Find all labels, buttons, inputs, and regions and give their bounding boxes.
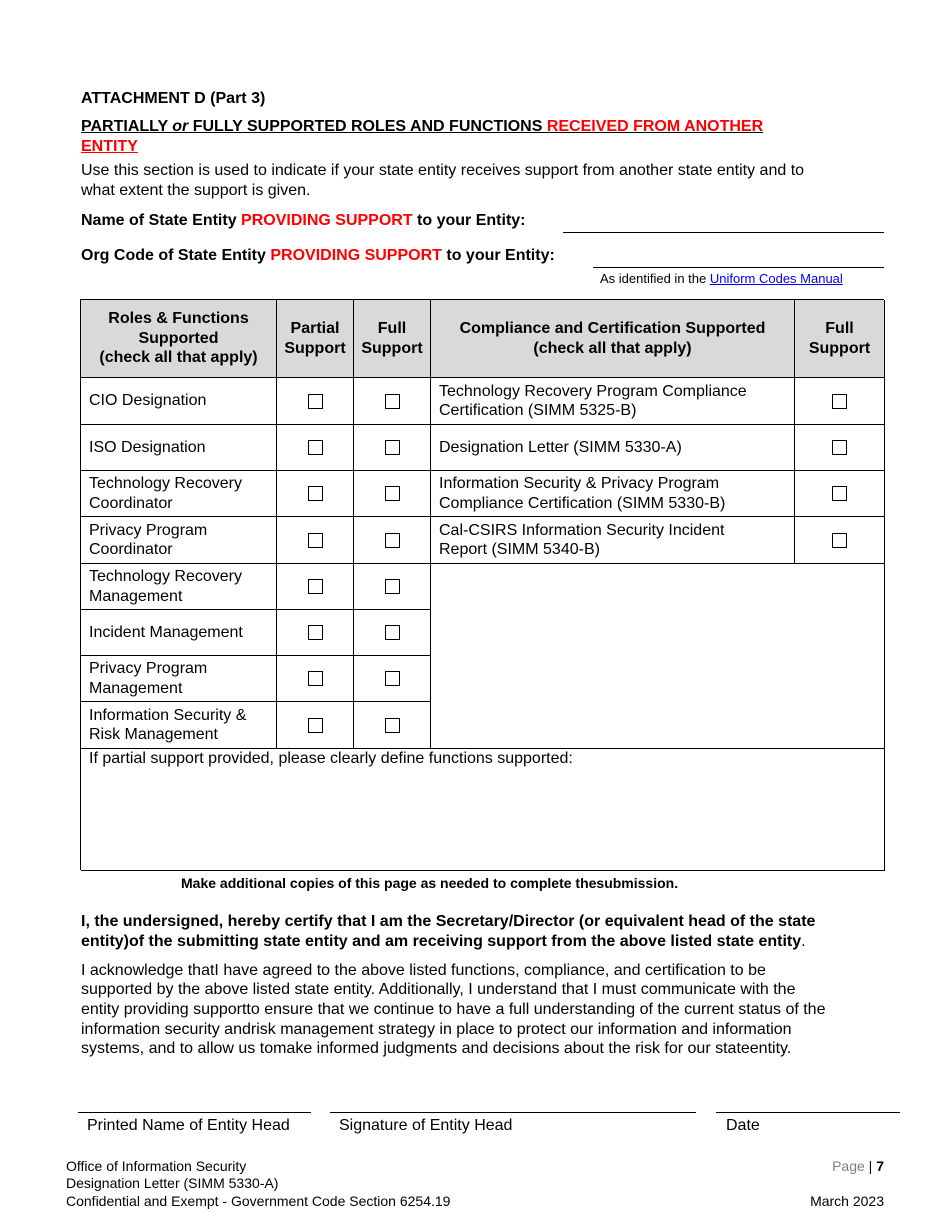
footer-confidential: Confidential and Exempt - Government Code Section 6254.19 <box>66 1193 451 1209</box>
role-partial-checkbox[interactable] <box>308 440 323 455</box>
role-partial-cell <box>277 656 354 702</box>
role-full-checkbox[interactable] <box>385 394 400 409</box>
role-row-label <box>81 564 277 610</box>
signature-label: Signature of Entity Head <box>339 1117 513 1134</box>
intro-line-1: Use this section is used to indicate if your state entity receives support from another state entity and to <box>81 162 805 179</box>
compliance-full-cell <box>795 425 885 471</box>
compliance-full-checkbox[interactable] <box>832 486 847 501</box>
printed-name-line[interactable] <box>78 1112 311 1113</box>
role-label-line1: ISO Designation <box>89 438 206 456</box>
footer-page-sep: | <box>864 1158 877 1174</box>
acknowledge-line-1: I acknowledge thatI have agreed to the above listed functions, compliance, and certification to be <box>81 962 766 979</box>
compliance-label-line2: Certification (SIMM 5325-B) <box>439 402 637 419</box>
header-full-line1: Full <box>377 320 407 337</box>
compliance-label-line2: Report (SIMM 5340-B) <box>439 541 600 558</box>
role-partial-cell <box>277 610 354 656</box>
role-label-line1: Privacy Program <box>89 660 208 677</box>
role-partial-checkbox[interactable] <box>308 625 323 640</box>
role-row-label <box>81 656 277 702</box>
attachment-heading: ATTACHMENT D (Part 3) <box>81 90 266 107</box>
section-title-part2: FULLY SUPPORTED ROLES AND FUNCTIONS <box>188 118 547 135</box>
role-partial-checkbox[interactable] <box>308 671 323 686</box>
identified-note <box>600 271 843 286</box>
header-roles-line1: Roles & Functions <box>108 310 249 328</box>
role-label-line1: Technology Recovery <box>89 475 242 492</box>
acknowledge-line-5: systems, and to allow us tomake informed judgments and decisions about the risk for our stateentity. <box>81 1040 792 1057</box>
acknowledge-line-3: entity providing supportto ensure that we continue to have a full understanding of the current status of the <box>81 1001 826 1018</box>
compliance-full-cell <box>795 471 885 517</box>
intro-line-2: what extent the support is given. <box>81 182 311 199</box>
role-full-cell <box>354 564 431 610</box>
role-full-checkbox[interactable] <box>385 579 400 594</box>
role-full-cell <box>354 610 431 656</box>
compliance-full-checkbox[interactable] <box>832 533 847 548</box>
printed-name-label: Printed Name of Entity Head <box>87 1117 290 1134</box>
role-full-cell <box>354 425 431 471</box>
role-label-line1: Information Security & <box>89 706 247 724</box>
header-full-support <box>354 300 431 378</box>
role-full-cell <box>354 702 431 749</box>
role-label-line2: Management <box>89 679 183 697</box>
role-label-line1: Privacy Program <box>89 521 208 539</box>
role-partial-cell <box>277 425 354 471</box>
header-compliance <box>431 300 795 378</box>
role-label-line1: Incident Management <box>89 623 243 641</box>
uniform-codes-manual-link[interactable]: Uniform Codes Manual <box>709 271 843 286</box>
footer-page-label: Page <box>832 1158 865 1174</box>
org-code-label-red: PROVIDING SUPPORT <box>270 247 442 264</box>
role-full-checkbox[interactable] <box>385 486 400 501</box>
name-field-input[interactable] <box>563 232 884 233</box>
org-code-label-suffix: to your Entity: <box>441 247 555 264</box>
header-cfull-line1: Full <box>825 320 854 337</box>
header-compliance-line2: (check all that apply) <box>533 339 692 357</box>
section-title-or: or <box>172 118 189 135</box>
identified-note-text: As identified in the <box>600 271 710 286</box>
compliance-label-line1: Designation Letter (SIMM 5330-A) <box>439 438 682 456</box>
name-field-label-suffix: to your Entity: <box>412 212 526 229</box>
role-row-label <box>81 517 277 564</box>
role-label-line1: Technology Recovery <box>89 568 242 585</box>
compliance-row-label <box>431 517 795 564</box>
footer-page-number: 7 <box>876 1158 884 1174</box>
roles-table <box>80 299 884 870</box>
certify-line-1: I, the undersigned, hereby certify that I am the Secretary/Director (or equivalent head of the state <box>81 913 816 930</box>
role-full-checkbox[interactable] <box>385 533 400 548</box>
role-partial-cell <box>277 564 354 610</box>
role-full-checkbox[interactable] <box>385 440 400 455</box>
role-partial-cell <box>277 378 354 425</box>
role-full-cell <box>354 378 431 425</box>
role-label-line2: Coordinator <box>89 494 173 512</box>
header-roles-line2: Supported <box>138 329 219 347</box>
role-row-label <box>81 610 277 656</box>
role-partial-checkbox[interactable] <box>308 533 323 548</box>
role-row-label <box>81 702 277 749</box>
empty-compliance-area <box>431 564 885 749</box>
header-compliance-full <box>795 300 885 378</box>
date-line[interactable] <box>716 1112 900 1113</box>
header-cfull-line2: Support <box>808 339 871 357</box>
role-full-cell <box>354 471 431 517</box>
role-partial-checkbox[interactable] <box>308 394 323 409</box>
role-full-cell <box>354 517 431 564</box>
section-title-red-line2: ENTITY <box>81 138 138 155</box>
footer-date: March 2023 <box>810 1193 884 1209</box>
org-code-label-prefix: Org Code of State Entity <box>81 247 271 264</box>
role-label-line2: Management <box>89 587 183 605</box>
role-partial-checkbox[interactable] <box>308 486 323 501</box>
role-full-checkbox[interactable] <box>385 671 400 686</box>
header-partial-line1: Partial <box>290 320 340 337</box>
compliance-row-label <box>431 425 795 471</box>
role-row-label <box>81 425 277 471</box>
compliance-label-line1: Technology Recovery Program Compliance <box>439 382 747 400</box>
role-partial-cell <box>277 471 354 517</box>
org-code-field-label <box>81 246 555 265</box>
acknowledge-line-4: information security andrisk management strategy in place to protect our information and information <box>81 1021 792 1038</box>
section-title-part1: PARTIALLY <box>81 118 173 135</box>
role-partial-checkbox[interactable] <box>308 579 323 594</box>
compliance-full-checkbox[interactable] <box>832 394 847 409</box>
role-full-checkbox[interactable] <box>385 718 400 733</box>
header-roles-line3: (check all that apply) <box>99 349 258 367</box>
role-partial-checkbox[interactable] <box>308 718 323 733</box>
name-field-label-prefix: Name of State Entity <box>81 212 242 229</box>
header-roles <box>81 300 277 378</box>
role-full-checkbox[interactable] <box>385 625 400 640</box>
footer-office: Office of Information Security <box>66 1158 247 1174</box>
header-partial-support <box>277 300 354 378</box>
name-field-label <box>81 211 526 230</box>
compliance-full-checkbox[interactable] <box>832 440 847 455</box>
certify-line-2-end: . <box>801 933 806 950</box>
role-partial-cell <box>277 702 354 749</box>
name-field-label-red: PROVIDING SUPPORT <box>241 212 413 229</box>
partial-support-note-label: If partial support provided, please clearly define functions supported: <box>89 750 573 767</box>
org-code-field-input[interactable] <box>593 267 884 268</box>
partial-support-notes[interactable] <box>81 749 885 871</box>
certify-line-2 <box>81 932 806 951</box>
compliance-row-label <box>431 378 795 425</box>
role-row-label <box>81 378 277 425</box>
signature-line[interactable] <box>330 1112 696 1113</box>
copies-note: Make additional copies of this page as needed to complete thesubmission. <box>181 875 679 891</box>
date-label: Date <box>726 1117 760 1134</box>
header-compliance-line1: Compliance and Certification Supported <box>459 320 766 337</box>
header-partial-line2: Support <box>284 339 346 357</box>
header-full-line2: Support <box>361 339 423 357</box>
role-label-line1: CIO Designation <box>89 392 207 410</box>
role-row-label <box>81 471 277 517</box>
compliance-label-line1: Cal-CSIRS Information Security Incident <box>439 521 725 539</box>
compliance-label-line1: Information Security & Privacy Program <box>439 475 720 492</box>
footer-page <box>832 1158 884 1175</box>
role-partial-cell <box>277 517 354 564</box>
role-label-line2: Risk Management <box>89 726 218 743</box>
compliance-row-label <box>431 471 795 517</box>
compliance-full-cell <box>795 517 885 564</box>
role-label-line2: Coordinator <box>89 541 173 558</box>
compliance-full-cell <box>795 378 885 425</box>
section-title <box>81 117 763 136</box>
acknowledge-line-2: supported by the above listed state entity. Additionally, I understand that I must communicate with the <box>81 981 796 998</box>
footer-doc: Designation Letter (SIMM 5330-A) <box>66 1175 279 1191</box>
section-title-red: RECEIVED FROM ANOTHER <box>546 118 764 135</box>
certify-line-2-bold: entity)of the submitting state entity and am receiving support from the above listed state entity <box>81 933 802 950</box>
role-full-cell <box>354 656 431 702</box>
compliance-label-line2: Compliance Certification (SIMM 5330-B) <box>439 494 726 512</box>
